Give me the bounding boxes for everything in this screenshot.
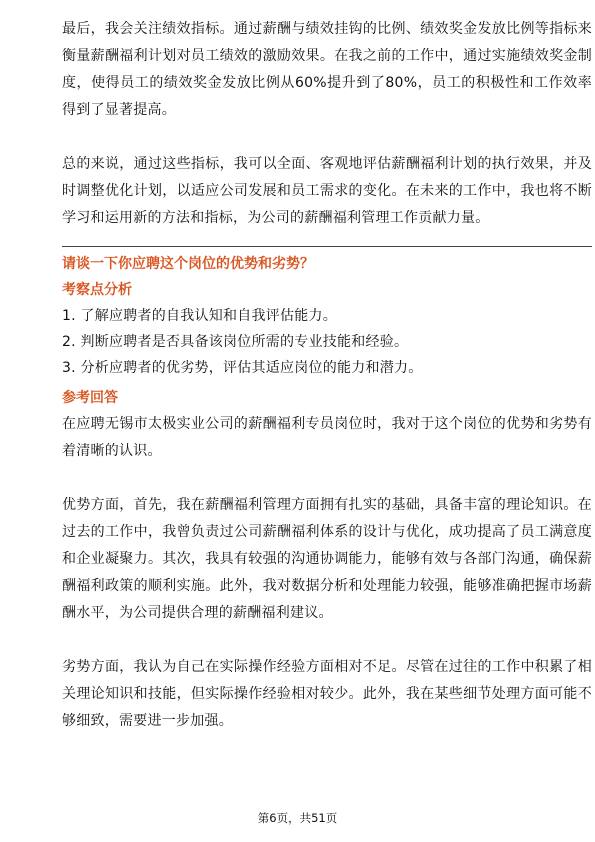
list-item: 2. 判断应聘者是否具备该岗位所需的专业技能和经验。 [62, 334, 409, 350]
paragraph-gap [62, 465, 592, 492]
section-divider [62, 246, 592, 247]
paragraph-gap [62, 124, 592, 151]
answer-title: 参考回答 [62, 390, 118, 406]
answer-paragraph-3: 劣势方面，我认为自己在实际操作经验方面相对不足。尽管在过往的工作中积累了相关理论知识和技能，但实际操作经验相对较少。此外，我在某些细节处理方面可能不够细致，需要进一步加强。 [62, 659, 592, 729]
answer-paragraph-2: 优势方面，首先，我在薪酬福利管理方面拥有扎实的基础，具备丰富的理论知识。在过去的工作中，我曾负责过公司薪酬福利体系的设计与优化，成功提高了员工满意度和企业凝聚力。其次，我具有较强的沟通协调能力，能够有效与各部门沟通，确保薪酬福利政策的顺利实施。此外，我对数据分析和处理能力较强，能够准确把握市场薪酬水平，为公司提供合理的薪酬福利建议。 [62, 497, 592, 621]
intro-paragraph-2: 总的来说，通过这些指标，我可以全面、客观地评估薪酬福利计划的执行效果，并及时调整优化计划，以适应公司发展和员工需求的变化。在未来的工作中，我也将不断学习和运用新的方法和指标，为公司的薪酬福利管理工作贡献力量。 [62, 156, 592, 226]
intro-paragraph-1: 最后，我会关注绩效指标。通过薪酬与绩效挂钩的比例、绩效奖金发放比例等指标来衡量薪酬福利计划对员工绩效的激励效果。在我之前的工作中，通过实施绩效奖金制度，使得员工的绩效奖金发放比例从60%提升到了80%，员工的积极性和工作效率得到了显著提高。 [62, 21, 592, 118]
page-content [62, 16, 592, 735]
analysis-list [62, 303, 592, 381]
answer-paragraph-1: 在应聘无锡市太极实业公司的薪酬福利专员岗位时，我对于这个岗位的优势和劣势有着清晰的认识。 [62, 416, 592, 459]
page-number-footer: 第6页，共51页 [257, 811, 338, 825]
list-item: 1. 了解应聘者的自我认知和自我评估能力。 [62, 308, 338, 324]
paragraph-gap [62, 627, 592, 654]
list-item: 3. 分析应聘者的优劣势，评估其适应岗位的能力和潜力。 [62, 360, 423, 376]
analysis-title: 考察点分析 [62, 282, 132, 298]
question-heading: 请谈一下你应聘这个岗位的优势和劣势？ [62, 256, 314, 272]
